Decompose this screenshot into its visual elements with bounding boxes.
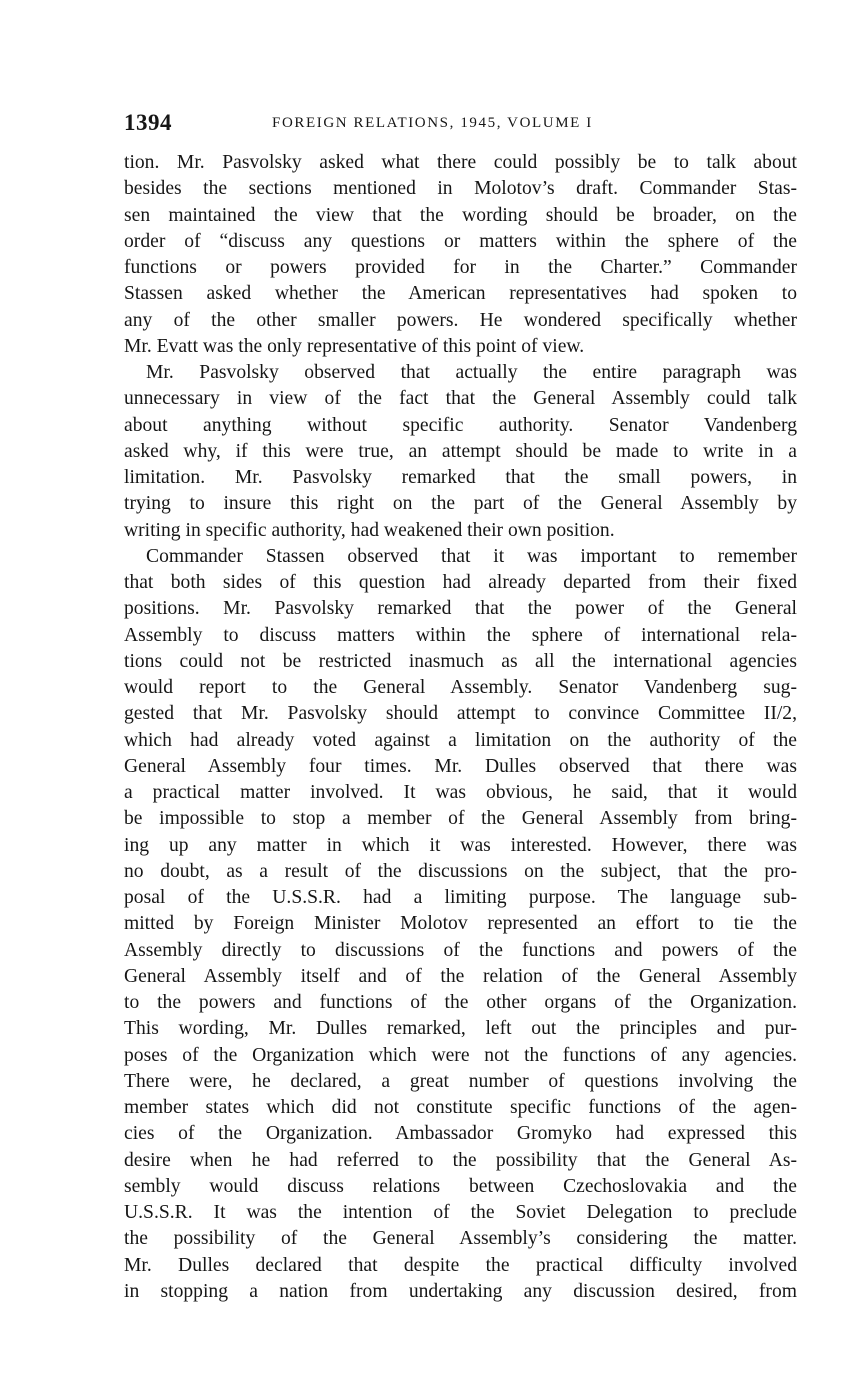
text-line: would report to the General Assembly. Senator Vandenberg sug- <box>124 677 797 698</box>
text-line: tions could not be restricted inasmuch as all the international agencies <box>124 650 797 672</box>
text-line: limitation. Mr. Pasvolsky remarked that the small powers, in <box>124 467 797 488</box>
text-line: gested that Mr. Pasvolsky should attempt to convince Committee II/2, <box>124 703 797 725</box>
text-line: besides the sections mentioned in Molotov’s draft. Commander Stas- <box>124 178 797 200</box>
text-line: General Assembly itself and of the relation of the General Assembly <box>124 965 797 987</box>
body-text <box>124 150 797 1305</box>
text-line: tion. Mr. Pasvolsky asked what there could possibly be to talk about <box>124 152 797 173</box>
text-line: Mr. Pasvolsky observed that actually the entire paragraph was <box>146 362 797 383</box>
text-line: sen maintained the view that the wording should be broader, on the <box>124 204 797 226</box>
running-head: FOREIGN RELATIONS, 1945, VOLUME I <box>272 115 593 131</box>
text-line: This wording, Mr. Dulles remarked, left out the principles and pur- <box>124 1018 797 1040</box>
paragraph-2 <box>124 360 797 544</box>
text-line: asked why, if this were true, an attempt should be made to write in a <box>124 440 797 462</box>
paragraph-1 <box>124 150 797 360</box>
text-line: functions or powers provided for in the Charter.” Commander <box>124 257 797 278</box>
text-line: any of the other smaller powers. He wondered specifically whether <box>124 309 797 331</box>
text-line: mitted by Foreign Minister Molotov represented an effort to tie the <box>124 913 797 935</box>
text-line: Assembly to discuss matters within the sphere of international rela- <box>124 624 797 646</box>
text-line: be impossible to stop a member of the General Assembly from bring- <box>124 808 797 830</box>
text-line: positions. Mr. Pasvolsky remarked that the power of the General <box>124 598 797 620</box>
text-line: cies of the Organization. Ambassador Gromyko had expressed this <box>124 1123 797 1145</box>
text-line: sembly would discuss relations between Czechoslovakia and the <box>124 1175 797 1197</box>
text-line: to the powers and functions of the other organs of the Organization. <box>124 992 797 1013</box>
text-line: the possibility of the General Assembly’s considering the matter. <box>124 1228 797 1250</box>
text-line: which had already voted against a limitation on the authority of the <box>124 729 797 751</box>
text-line: U.S.S.R. It was the intention of the Soviet Delegation to preclude <box>124 1202 797 1223</box>
text-line: General Assembly four times. Mr. Dulles observed that there was <box>124 755 797 777</box>
page-number: 1394 <box>124 110 172 135</box>
text-line: that both sides of this question had already departed from their fixed <box>124 572 797 593</box>
text-line: member states which did not constitute specific functions of the agen- <box>124 1097 797 1118</box>
text-line: unnecessary in view of the fact that the General Assembly could talk <box>124 388 797 410</box>
text-line: trying to insure this right on the part of the General Assembly by <box>124 493 797 515</box>
page-header <box>124 110 798 136</box>
text-line: about anything without specific authority. Senator Vandenberg <box>124 414 797 436</box>
text-line: Mr. Evatt was the only representative of this point of view. <box>124 335 585 357</box>
text-line: Mr. Dulles declared that despite the practical difficulty involved <box>124 1254 797 1276</box>
text-line: a practical matter involved. It was obvious, he said, that it would <box>124 782 797 803</box>
text-line: order of “discuss any questions or matters within the sphere of the <box>124 230 797 252</box>
text-line: desire when he had referred to the possibility that the General As- <box>124 1149 797 1171</box>
text-line: writing in specific authority, had weakened their own position. <box>124 519 615 541</box>
text-line: Commander Stassen observed that it was important to remember <box>146 545 797 567</box>
text-line: There were, he declared, a great number of questions involving the <box>124 1070 797 1092</box>
text-line: no doubt, as a result of the discussions on the subject, that the pro- <box>124 860 797 882</box>
text-line: Assembly directly to discussions of the functions and powers of the <box>124 939 797 961</box>
text-line: Stassen asked whether the American representatives had spoken to <box>124 283 797 305</box>
text-line: posal of the U.S.S.R. had a limiting purpose. The language sub- <box>124 887 797 908</box>
text-line: ing up any matter in which it was interested. However, there was <box>124 834 797 856</box>
text-line: in stopping a nation from undertaking any discussion desired, from <box>124 1280 797 1302</box>
text-line: poses of the Organization which were not the functions of any agencies. <box>124 1044 797 1066</box>
paragraph-3 <box>124 544 797 1305</box>
